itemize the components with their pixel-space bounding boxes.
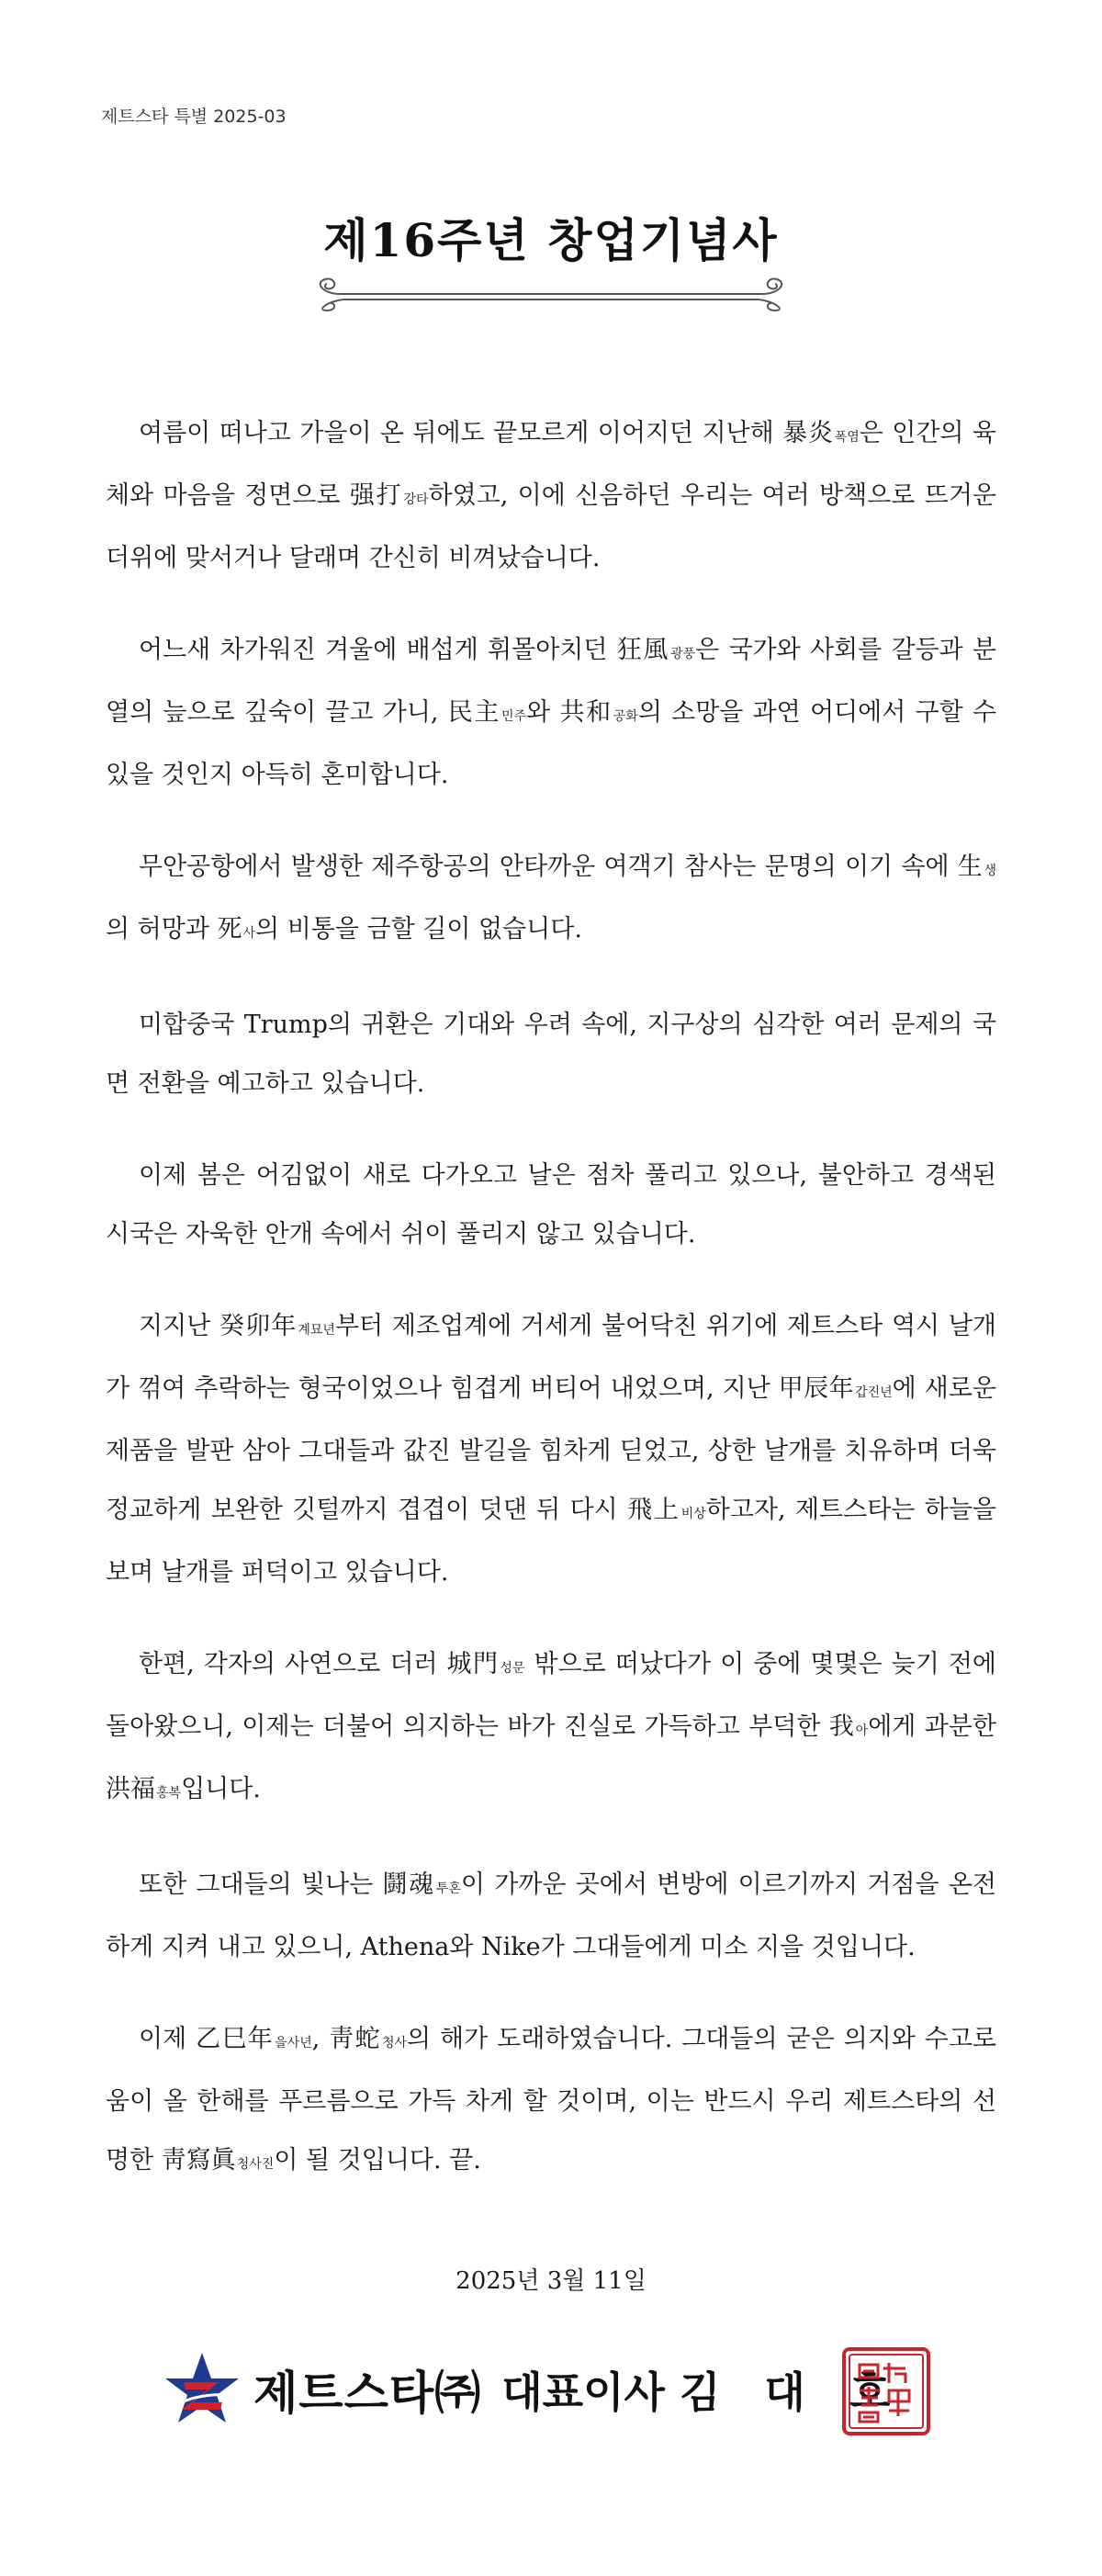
letter-paragraph	[106, 1635, 996, 1823]
paragraph-text: 한편, 각자의 사연으로 더러	[139, 1650, 447, 1678]
paragraph-text: 미합중국 Trump의 귀환은 기대와 우려 속에, 지구상의 심각한 여러 문제의 국면 전환을 예고하고 있습니다.	[106, 1011, 996, 1098]
hanja-term: 洪福	[106, 1775, 155, 1803]
paragraph-text: 은 인간의 육체와 마음을 정면으로	[106, 419, 996, 510]
paragraph-text: 에 새로운 제품을 발판 삼아 그대들과 값진 발길을 힘차게 딛었고, 상한 날개를 치유하며 더욱 정교하게 보완한 깃털까지 겹겹이 덧댄 뒤 다시	[106, 1374, 997, 1524]
signature-name: 김 대 호	[679, 2367, 905, 2417]
letter-paragraph	[106, 1147, 996, 1264]
hanja-reading: 아	[855, 1723, 869, 1738]
paragraph-text: 에게 과분한	[868, 1712, 996, 1741]
paragraph-text: 또한 그대들의 빛나는	[139, 1870, 383, 1899]
hanja-term: 共和	[559, 698, 613, 727]
paragraph-text: 이 될 것입니다. 끝.	[274, 2146, 481, 2175]
hanja-term: 生	[957, 853, 984, 881]
paragraph-text: 무안공항에서 발생한 제주항공의 안타까운 여객기 참사는 문명의 이기 속에	[139, 853, 958, 881]
letter-paragraph	[106, 996, 996, 1113]
paragraph-text: 어느새 차가워진 겨울에 배섭게 휘몰아치던	[139, 636, 617, 664]
paragraph-text: 부터 제조업계에 거세게 불어닥친 위기에 제트스타 역시 날개가 꺾여 추락하는 형국이었으나 힘겹게 버티어 내었으며, 지난	[106, 1312, 996, 1403]
paragraph-text: 은 국가와 사회를 갈등과 분열의 늪으로 깊숙이 끌고 가니,	[106, 636, 997, 727]
hanja-reading: 갑진년	[855, 1385, 893, 1400]
letter-paragraph	[106, 621, 996, 805]
hanja-reading: 계묘년	[298, 1323, 335, 1338]
paragraph-text: 하였고, 이에 신음하던 우리는 여러 방책으로 뜨거운 더위에 맞서거나 달래며 간신히 비껴났습니다.	[106, 481, 996, 572]
hanja-term: 甲辰年	[778, 1374, 855, 1403]
hanja-term: 靑蛇	[329, 2025, 381, 2053]
hanja-reading: 폭염	[834, 430, 860, 445]
paragraph-text: 의 비통을 금할 길이 없습니다.	[255, 915, 582, 943]
letter-paragraph	[106, 1856, 996, 1977]
hanja-term: 死	[217, 915, 242, 943]
paragraph-text: 와	[526, 698, 560, 727]
hanja-term: 飛上	[627, 1496, 680, 1524]
hanja-reading: 을사년	[275, 2036, 312, 2051]
paragraph-text: 하고자, 제트스타는 하늘을 보며 날개를 퍼덕이고 있습니다.	[106, 1496, 997, 1587]
hanja-reading: 성문	[500, 1661, 525, 1676]
letter-paragraph	[106, 1297, 996, 1602]
hanja-term: 强打	[349, 481, 403, 510]
paragraph-text: 이제 봄은 어김없이 새로 다가오고 날은 점차 풀리고 있으나, 불안하고 경색된 시국은 자욱한 안개 속에서 쉬이 풀리지 않고 있습니다.	[106, 1161, 996, 1248]
signature-company: 제트스타㈜	[253, 2367, 482, 2420]
letter-paragraph	[106, 838, 996, 963]
hanja-reading: 민주	[501, 709, 527, 724]
hanja-reading: 비상	[680, 1507, 706, 1521]
paragraph-text: 의 소망을 과연 어디에서 구할 수 있을 것인지 아득히 혼미합니다.	[106, 698, 997, 789]
letter-paragraph	[106, 2010, 996, 2194]
hanja-reading: 홍복	[156, 1786, 182, 1801]
hanja-reading: 강타	[403, 492, 429, 507]
letter-paragraph	[106, 404, 996, 588]
hanja-reading: 생	[984, 864, 996, 878]
paragraph-text: 의 해가 도래하였습니다. 그대들의 굳은 의지와 수고로움이 올 한해를 푸르름으로 가득 차게 할 것이며, 이는 반드시 우리 제트스타의 선명한	[106, 2025, 997, 2175]
jetstar-logo-icon	[162, 2349, 242, 2430]
signature-role: 대표이사	[501, 2367, 665, 2417]
hanja-term: 民主	[447, 698, 501, 727]
paragraph-text: 입니다.	[181, 1775, 261, 1803]
official-seal-stamp	[841, 2346, 931, 2436]
paragraph-text: 여름이 떠나고 가을이 온 뒤에도 끝모르게 이어지던 지난해	[139, 419, 783, 447]
paragraph-text: 의 허망과	[106, 915, 218, 943]
hanja-reading: 투혼	[435, 1881, 461, 1896]
letter-date: 2025년 3월 11일	[455, 2267, 647, 2295]
hanja-reading: 사	[242, 926, 256, 941]
hanja-reading: 청사	[381, 2036, 408, 2051]
issue-label: 제트스타 특별 2025-03	[101, 107, 287, 127]
paragraph-text: 밖으로 떠났다가 이 중에 몇몇은 늦기 전에 돌아왔으니, 이제는 더불어 의지하는 바가 진실로 가득하고 부덕한	[106, 1650, 996, 1741]
hanja-term: 鬪魂	[382, 1870, 435, 1899]
page-title: 제16주년 창업기념사	[323, 213, 779, 267]
letter-body	[106, 404, 996, 2227]
hanja-term: 我	[828, 1712, 855, 1741]
paragraph-text: 지지난	[139, 1312, 219, 1340]
hanja-term: 乙巳年	[196, 2025, 275, 2053]
hanja-term: 狂風	[616, 636, 670, 664]
hanja-term: 靑寫眞	[161, 2146, 236, 2175]
paragraph-text: 이제	[139, 2025, 197, 2053]
paragraph-text: ,	[311, 2025, 330, 2053]
hanja-term: 癸卯年	[219, 1312, 298, 1340]
hanja-reading: 공화	[613, 709, 638, 724]
hanja-reading: 광풍	[670, 647, 696, 661]
title-ornament	[303, 274, 799, 314]
hanja-reading: 청사진	[236, 2157, 275, 2172]
hanja-term: 城門	[446, 1650, 500, 1678]
paragraph-text: 이 가까운 곳에서 변방에 이르기까지 거점을 온전하게 지켜 내고 있으니, Athena와 Nike가 그대들에게 미소 지을 것입니다.	[106, 1870, 996, 1961]
hanja-term: 暴炎	[782, 419, 834, 447]
